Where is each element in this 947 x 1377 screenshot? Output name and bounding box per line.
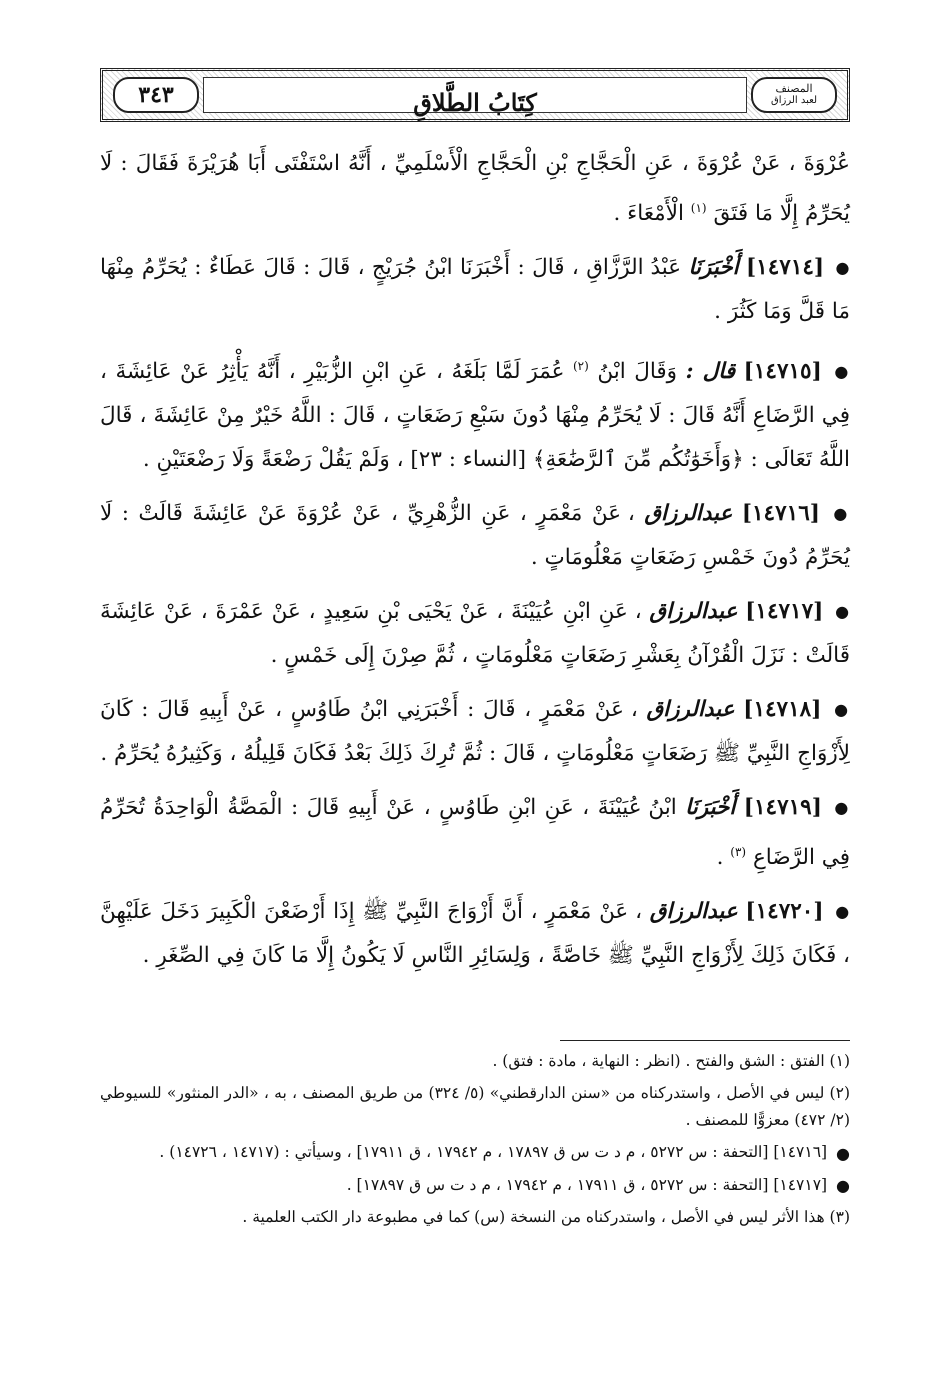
hadith-14719 (100, 786, 850, 880)
hadith-number: [١٤٧٢٠] (745, 899, 824, 925)
book-logo (751, 77, 837, 113)
hadith-text: ، عَنِ ابْنِ عُيَيْنَةَ ، عَنْ يَحْيَى بْنِ سَعِيدٍ ، عَنْ عَمْرَةَ ، عَنْ عَائِشَةَ قَالَتْ : نَزَلَ الْقُرْآنُ بِعَشْرِ رَضَعَاتٍ مَعْلُومَاتٍ ، ثُمَّ صِرْنَ إِلَى خَمْسٍ . (100, 599, 850, 669)
footnote-2 (100, 1080, 850, 1134)
footnote-ref: (٢) (572, 359, 589, 374)
hadith-text: ، عَنْ مَعْمَرٍ ، أَنَّ أَزْوَاجَ النَّبِيِّ ﷺ إِذَا أَرْضَعْنَ الْكَبِيرَ دَخَلَ عَلَيْهِنَّ ، فَكَانَ ذَلِكَ لِأَزْوَاجِ النَّبِيِّ ﷺ خَاصَّةً ، وَلِسَائِرِ النَّاسِ لَا يَكُونُ إِلَّا مَا كَانَ فِي الصِّغَرِ . (100, 899, 850, 969)
narrator: عبدالرزاق (649, 899, 738, 925)
takhrij-14716 (100, 1139, 850, 1167)
footnote-text: (١) الفتق : الشق والفتح . (انظر : النهاية ، مادة : فتق) . (492, 1052, 850, 1070)
bullet-icon: ● (833, 504, 850, 524)
hadith-text: عَبْدُ الرَّزَّاقِ ، قَالَ : أَخْبَرَنَا ابْنُ جُرَيْجٍ ، قَالَ : قَالَ عَطَاءٌ : يُحَرِّمُ مِنْهَا مَا قَلَّ وَمَا كَثُرَ . (100, 255, 850, 325)
book-logo-line-2: لعبد الرزاق (770, 95, 818, 106)
hadith-14718 (100, 688, 850, 776)
paragraph-text-after: الْأَمْعَاءَ . (613, 201, 684, 227)
hadith-text: ، عَنْ مَعْمَرٍ ، عَنِ الزُّهْرِيِّ ، عَنْ عُرْوَةَ عَنْ عَائِشَةَ قَالَتْ : لَا يُحَرِّمُ دُونَ خَمْسِ رَضَعَاتٍ مَعْلُومَاتٍ . (100, 501, 850, 571)
bullet-icon: ● (836, 1176, 850, 1195)
narrator: أَخْبَرَنَا (688, 255, 739, 281)
chapter-title: كِتَابُ الطَّلاقِ (413, 88, 537, 117)
takhrij-14717 (100, 1172, 850, 1200)
footnote-text: [١٤٧١٧] [التحفة : س ٥٢٧٢ ، ق ١٧٩١١ ، م ١٧٩٤٢ ، م د ت س ق ١٧٨٩٧] . (346, 1175, 828, 1194)
hadith-14714 (100, 246, 850, 334)
narrator: عبدالرزاق (646, 697, 735, 723)
bullet-icon: ● (834, 362, 850, 382)
narrator: قال : (685, 359, 736, 385)
book-logo-line-1: المصنف (775, 82, 813, 95)
page-number-box (113, 77, 199, 113)
hadith-text: وَقَالَ ابْنُ (597, 359, 678, 385)
hadith-14716 (100, 492, 850, 580)
page-header (100, 68, 850, 122)
hadith-14717 (100, 590, 850, 678)
footnote-divider (560, 1040, 850, 1041)
narrator: عبدالرزاق (649, 599, 738, 625)
footnotes (100, 1048, 850, 1236)
hadith-number: [١٤٧١٨] (743, 697, 822, 723)
paragraph-text: عُرْوَةَ ، عَنْ عُرْوَةَ ، عَنِ الْحَجَّاجِ بْنِ الْحَجَّاجِ الْأَسْلَمِيِّ ، أَنَّهُ اسْتَفْتَى أَبَا هُرَيْرَةَ فَقَالَ : لَا يُحَرِّمُ إِلَّا مَا فَتَقَ (100, 151, 850, 227)
hadith-14720 (100, 890, 850, 978)
main-text (100, 142, 850, 988)
footnote-ref: (١) (690, 201, 707, 215)
bullet-icon: ● (835, 602, 850, 622)
hadith-number: [١٤٧١٧] (745, 599, 824, 625)
hadith-14715 (100, 344, 850, 482)
hadith-text: ، عَنْ مَعْمَرٍ ، قَالَ : أَخْبَرَنِي ابْنُ طَاوُسٍ ، عَنْ أَبِيهِ قَالَ : كَانَ لِأَزْوَاجِ النَّبِيِّ ﷺ رَضَعَاتٍ مَعْلُومَاتٍ ، قَالَ : ثُمَّ تُرِكَ ذَلِكَ بَعْدُ فَكَانَ قَلِيلُهُ ، وَكَثِيرُهُ يُحَرِّمُ . (100, 697, 850, 767)
bullet-icon: ● (834, 700, 850, 720)
footnote-1 (100, 1048, 850, 1075)
hadith-text-after: . (716, 845, 724, 871)
hadith-number: [١٤٧١٩] (743, 795, 822, 821)
footnote-ref: (٣) (730, 845, 747, 860)
footnote-3 (100, 1204, 850, 1231)
paragraph-continuation (100, 142, 850, 236)
hadith-text-after: عُمَرَ لَمَّا بَلَغَهُ ، عَنِ ابْنِ الزُّبَيْرِ ، أَنَّهُ يَأْثِرُ عَنْ عَائِشَةَ ، فِي الرَّضَاعِ أَنَّهُ قَالَ : لَا يُحَرِّمُ مِنْهَا دُونَ سَبْعِ رَضَعَاتٍ ، قَالَ : اللَّهُ خَيْرٌ مِنْ عَائِشَةَ ، قَالَ اللَّهُ تَعَالَى : ﴿وَأَخَوَٰتُكُم مِّنَ ٱلرَّضَٰعَةِ﴾ [النساء : ٢٣] ، وَلَمْ يَقُلْ رَضْعَةً وَلَا رَضْعَتَيْنِ . (100, 359, 850, 473)
bullet-icon: ● (835, 258, 850, 278)
narrator: عبدالرزاق (644, 501, 733, 527)
hadith-number: [١٤٧١٤] (745, 255, 825, 281)
header-title-frame (203, 77, 747, 117)
narrator: أَخْبَرَنَا (685, 795, 736, 821)
bullet-icon: ● (836, 1143, 850, 1163)
footnote-text: [١٤٧١٦] [التحفة : س ٥٢٧٢ ، م د ت س ق ١٧٨٩٧ ، م ١٧٩٤٢ ، ق ١٧٩١١] ، وسيأتي : (١٤٧١٧ ، ١٤٧٢٦) . (159, 1143, 828, 1161)
page-number: ٣٤٣ (138, 82, 174, 108)
bullet-icon: ● (834, 798, 850, 818)
hadith-number: [١٤٧١٥] (743, 359, 822, 385)
hadith-number: [١٤٧١٦] (741, 501, 820, 527)
bullet-icon: ● (835, 902, 851, 922)
footnote-text: (٢) ليس في الأصل ، واستدركناه من «سنن الدارقطني» (٥/ ٣٢٤) من طريق المصنف ، به ، «الدر المنثور» للسيوطي (٢/ ٤٧٢) معزوًّا للمصنف . (100, 1084, 850, 1129)
footnote-text: (٣) هذا الأثر ليس في الأصل ، واستدركناه من النسخة (س) كما في مطبوعة دار الكتب العلمية . (242, 1208, 850, 1226)
hadith-text: ابْنُ عُيَيْنَةَ ، عَنِ ابْنِ طَاوُسٍ ، عَنْ أَبِيهِ قَالَ : الْمَصَّةُ الْوَاحِدَةُ تُحَرِّمُ فِي الرَّضَاعِ (100, 795, 850, 871)
